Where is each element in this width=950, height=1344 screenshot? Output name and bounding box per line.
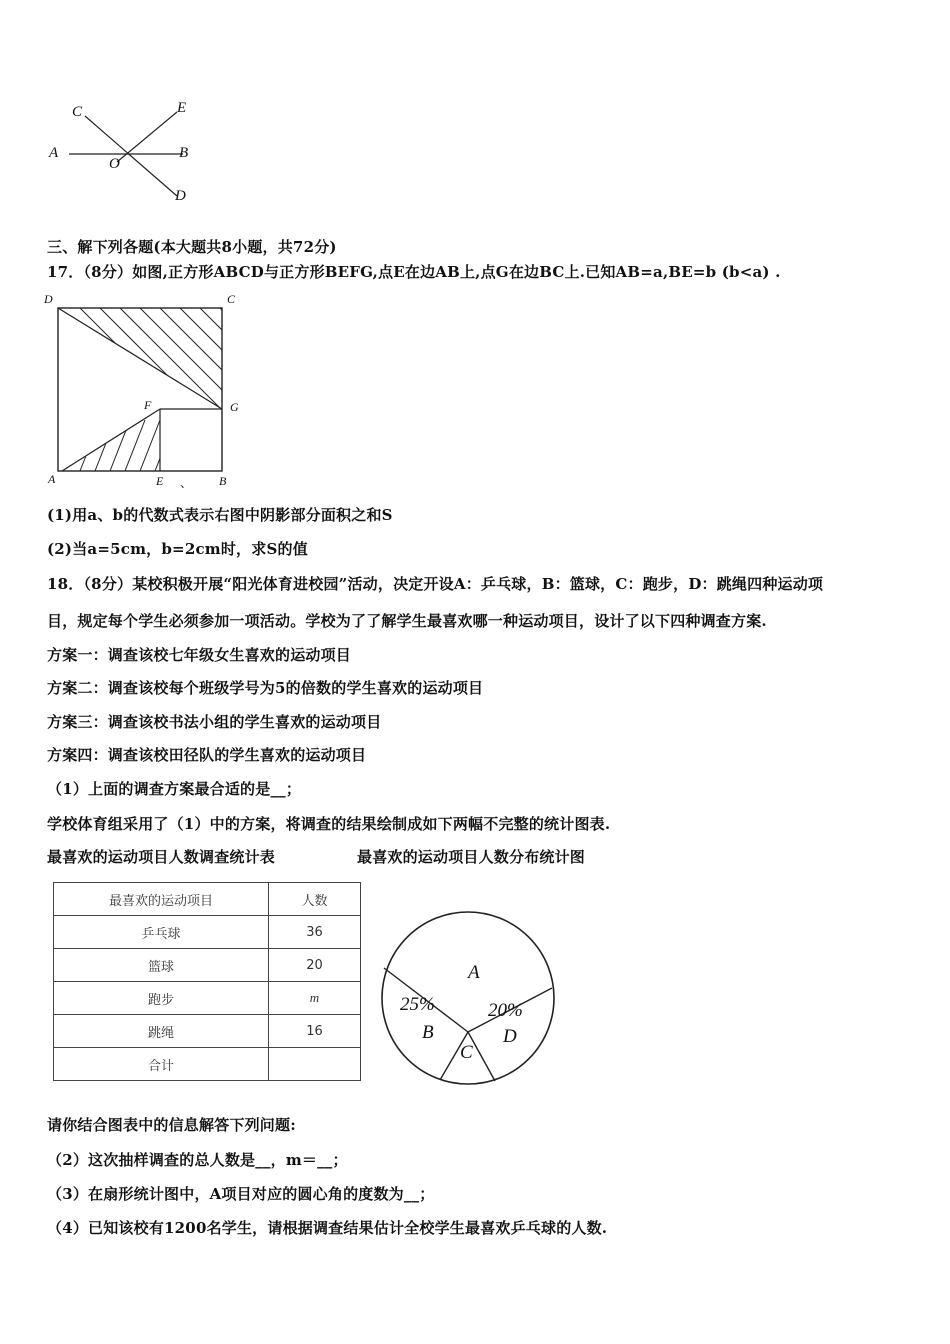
q17-part2: (2)当a=5cm，b=2cm时，求S的值 <box>47 540 308 558</box>
pie-percent-d: 20% <box>488 1000 523 1021</box>
q18-stem-line2: 目，规定每个学生必须参加一项活动。学校为了了解学生最喜欢哪一种运动项目，设计了以下四种调查方案. <box>47 612 767 630</box>
table-cell: 合计 <box>54 1048 269 1081</box>
label-c: C <box>72 104 83 120</box>
table-cell: m <box>269 982 361 1015</box>
pie-percent-b: 25% <box>400 994 435 1015</box>
q18-part1: （1）上面的调查方案最合适的是__； <box>47 780 302 798</box>
table-header-item: 最喜欢的运动项目 <box>54 883 269 916</box>
sq-label-b: B <box>219 474 227 488</box>
q18-followup: 请你结合图表中的信息解答下列问题: <box>47 1116 296 1134</box>
stat-table <box>53 882 361 1081</box>
q18-part3: （3）在扇形统计图中，A项目对应的圆心角的度数为__； <box>47 1185 435 1203</box>
table-cell <box>269 1048 361 1081</box>
label-a: A <box>49 145 59 161</box>
sq-label-d: D <box>44 292 53 306</box>
pie-title: 最喜欢的运动项目人数分布统计图 <box>357 848 586 866</box>
sq-mark: 、 <box>180 476 193 490</box>
table-header-count: 人数 <box>269 883 361 916</box>
squares-figure <box>40 290 250 490</box>
q18-part2: （2）这次抽样调查的总人数是__，m＝__； <box>47 1151 348 1169</box>
pie-label-b: B <box>422 1022 434 1043</box>
sq-label-g: G <box>230 400 239 414</box>
q17-stem: 17．（8分）如图,正方形ABCD与正方形BEFG,点E在边AB上,点G在边BC上.已知AB=a,BE=b (b<a) . <box>47 263 781 281</box>
table-row <box>54 949 361 982</box>
sq-label-e: E <box>156 474 164 488</box>
squares-figure-svg <box>40 290 250 490</box>
label-o: O <box>109 156 120 172</box>
table-row <box>54 1048 361 1081</box>
table-row <box>54 1015 361 1048</box>
table-cell: 跳绳 <box>54 1015 269 1048</box>
q17-part1: (1)用a、b的代数式表示右图中阴影部分面积之和S <box>47 506 393 524</box>
section3-heading: 三、解下列各题(本大题共8小题，共72分) <box>47 238 337 256</box>
pie-label-d: D <box>503 1026 517 1047</box>
pie-label-a: A <box>468 962 480 983</box>
table-cell: 16 <box>269 1015 361 1048</box>
q18-part4: （4）已知该校有1200名学生，请根据调查结果估计全校学生最喜欢乒乓球的人数. <box>47 1219 608 1237</box>
q18-plan-4: 方案四：调查该校田径队的学生喜欢的运动项目 <box>47 746 367 764</box>
angle-figure <box>45 98 205 210</box>
table-cell: 20 <box>269 949 361 982</box>
table-cell: 36 <box>269 916 361 949</box>
table-header-row <box>54 883 361 916</box>
q18-plan-3: 方案三：调查该校书法小组的学生喜欢的运动项目 <box>47 713 382 731</box>
table-row <box>54 916 361 949</box>
label-b: B <box>179 145 189 161</box>
table-cell: 篮球 <box>54 949 269 982</box>
pie-chart <box>378 908 558 1088</box>
table-cell: 跑步 <box>54 982 269 1015</box>
sq-label-a: A <box>48 472 56 486</box>
label-d: D <box>175 188 186 204</box>
q18-plan-2: 方案二：调查该校每个班级学号为5的倍数的学生喜欢的运动项目 <box>47 679 484 697</box>
table-title: 最喜欢的运动项目人数调查统计表 <box>47 848 276 866</box>
sq-label-f: F <box>144 398 152 412</box>
q18-stem-line1: 18．（8分）某校积极开展“阳光体育进校园”活动，决定开设A：乒乓球，B：篮球，C：跑步，D：跳绳四种运动项 <box>47 575 824 593</box>
label-e: E <box>177 100 187 116</box>
table-cell: 乒乓球 <box>54 916 269 949</box>
pie-label-c: C <box>460 1042 473 1063</box>
sq-label-c: C <box>227 292 236 306</box>
q18-plan-1: 方案一：调查该校七年级女生喜欢的运动项目 <box>47 646 352 664</box>
table-row <box>54 982 361 1015</box>
q18-intro: 学校体育组采用了（1）中的方案，将调查的结果绘制成如下两幅不完整的统计图表. <box>47 815 611 833</box>
